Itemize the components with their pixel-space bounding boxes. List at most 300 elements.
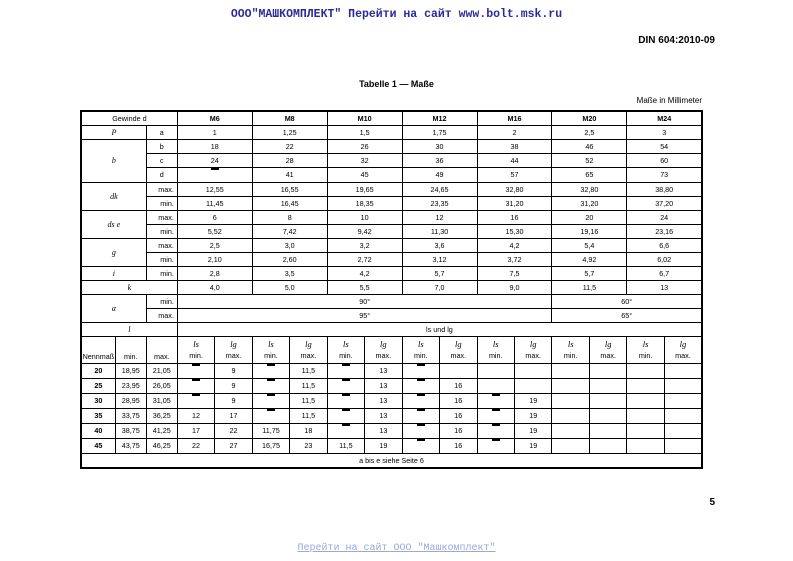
- value-cell: 52: [552, 154, 627, 168]
- length-min: 38,75: [115, 424, 146, 439]
- ls-lg-cell: [589, 409, 626, 424]
- value-cell: 12,55: [177, 183, 252, 197]
- ls-lg-cell: 16: [440, 394, 477, 409]
- value-cell: 44: [477, 154, 552, 168]
- ls-lg-cell: 16: [440, 439, 477, 454]
- lg-symbol: lg: [679, 339, 687, 349]
- ls-lg-cell: [252, 379, 289, 394]
- value-cell: 38: [477, 140, 552, 154]
- value-cell: 1,75: [402, 126, 477, 140]
- table-row: [81, 111, 702, 126]
- unit-note: Maße in Millimeter: [636, 96, 702, 105]
- gewinde-header: Gewinde d: [81, 111, 177, 126]
- value-cell: 24: [177, 154, 252, 168]
- dash-mark: [342, 364, 350, 378]
- value-cell: 38,80: [627, 183, 702, 197]
- value-cell: 4,0: [177, 281, 252, 295]
- value-cell: 1,25: [252, 126, 327, 140]
- table-row: [81, 295, 702, 309]
- ls-lg-cell: [477, 439, 514, 454]
- ls-lg-cell: 11,5: [327, 439, 364, 454]
- value-cell: 5,0: [252, 281, 327, 295]
- value-cell: 26: [327, 140, 402, 154]
- limit-label: max.: [225, 351, 242, 360]
- limit-label: min.: [638, 351, 653, 360]
- limit-label: max.: [375, 351, 392, 360]
- length-min: 43,75: [115, 439, 146, 454]
- nominal-length: 25: [81, 379, 115, 394]
- lg-symbol: lg: [230, 339, 237, 349]
- ls-lg-cell: [252, 409, 289, 424]
- header-site-link[interactable]: ООО"МАШКОМПЛЕКТ" Перейти на сайт www.bolt.msk.ru: [230, 8, 563, 21]
- lg-max-header: [664, 337, 702, 364]
- value-cell: 7,42: [252, 225, 327, 239]
- ls-lg-cell: 9: [215, 364, 252, 379]
- value-cell: 49: [402, 168, 477, 183]
- size-header: M20: [552, 111, 627, 126]
- value-cell: 2,10: [177, 253, 252, 267]
- length-min: 28,95: [115, 394, 146, 409]
- dash-mark: [192, 394, 200, 408]
- length-max: 21,05: [146, 364, 177, 379]
- ls-lg-cell: [327, 379, 364, 394]
- ls-lg-cell: 17: [215, 409, 252, 424]
- size-header: M6: [177, 111, 252, 126]
- sub-label: c: [146, 154, 177, 168]
- value-cell: 3,5: [252, 267, 327, 281]
- dimensions-table: [80, 110, 703, 469]
- ls-min-header: [402, 337, 439, 364]
- ls-lg-cell: 23: [290, 439, 327, 454]
- ls-lg-cell: 16,75: [252, 439, 289, 454]
- ls-lg-cell: [664, 439, 702, 454]
- value-cell: 2,60: [252, 253, 327, 267]
- value-cell: 46: [552, 140, 627, 154]
- ls-lg-cell: [664, 364, 702, 379]
- ls-lg-cell: [589, 439, 626, 454]
- dash-mark: [417, 424, 425, 438]
- table-row: [81, 309, 702, 323]
- sub-label: b: [146, 140, 177, 154]
- sub-label: min.: [146, 197, 177, 211]
- table-row: [81, 337, 702, 364]
- table-row: [81, 394, 702, 409]
- ls-lg-cell: [477, 364, 514, 379]
- dash-mark: [417, 409, 425, 423]
- dash-mark: [192, 379, 200, 393]
- table-row: [81, 424, 702, 439]
- ls-lg-cell: 19: [365, 439, 402, 454]
- length-min: 23,95: [115, 379, 146, 394]
- ls-lg-cell: [664, 409, 702, 424]
- table-row: [81, 126, 702, 140]
- table-row: [81, 225, 702, 239]
- dash-mark: [342, 424, 350, 438]
- ls-lg-cell: 22: [215, 424, 252, 439]
- ls-lg-cell: [627, 364, 664, 379]
- ls-lg-cell: [402, 424, 439, 439]
- sub-label: min.: [146, 295, 177, 309]
- ls-lg-cell: 19: [514, 439, 551, 454]
- table-row: [81, 267, 702, 281]
- value-cell: 11,30: [402, 225, 477, 239]
- value-cell: 23,35: [402, 197, 477, 211]
- value-cell: 2,8: [177, 267, 252, 281]
- value-cell: 24,65: [402, 183, 477, 197]
- value-cell: 1: [177, 126, 252, 140]
- alpha-min-b: 60°: [552, 295, 702, 309]
- value-cell: 5,7: [402, 267, 477, 281]
- sub-label: min.: [146, 225, 177, 239]
- value-cell: 32,80: [552, 183, 627, 197]
- ls-symbol: ls: [193, 339, 199, 349]
- value-cell: 4,2: [327, 267, 402, 281]
- ls-lg-cell: [177, 379, 214, 394]
- lg-max-header: [290, 337, 327, 364]
- ls-lg-cell: [552, 364, 589, 379]
- lg-max-header: [514, 337, 551, 364]
- table-row: [81, 168, 702, 183]
- dash-mark: [342, 394, 350, 408]
- dash-mark: [267, 379, 275, 393]
- ls-symbol: ls: [417, 339, 424, 349]
- dash-mark: [492, 439, 500, 453]
- dash-mark: [417, 379, 425, 393]
- symbol-cell: g: [81, 239, 146, 267]
- ls-lg-cell: 12: [177, 409, 214, 424]
- length-max: 36,25: [146, 409, 177, 424]
- limit-label: min.: [189, 351, 203, 360]
- alpha-symbol: α: [81, 295, 146, 323]
- ls-lg-cell: [402, 394, 439, 409]
- ls-lg-cell: 17: [177, 424, 214, 439]
- ls-lg-cell: [402, 409, 439, 424]
- alpha-max-b: 65°: [552, 309, 702, 323]
- value-cell: 3,12: [402, 253, 477, 267]
- nominal-length: 45: [81, 439, 115, 454]
- value-cell: 2: [477, 126, 552, 140]
- ls-lg-cell: [402, 439, 439, 454]
- sub-label: d: [146, 168, 177, 183]
- sub-label: min.: [146, 267, 177, 281]
- standard-number: DIN 604:2010-09: [638, 35, 715, 46]
- ls-lg-cell: 9: [215, 394, 252, 409]
- value-cell: 54: [627, 140, 702, 154]
- length-max: 41,25: [146, 424, 177, 439]
- value-cell: 5,7: [552, 267, 627, 281]
- value-cell: 3,2: [327, 239, 402, 253]
- value-cell: 45: [327, 168, 402, 183]
- ls-lg-cell: 27: [215, 439, 252, 454]
- ls-lg-cell: [477, 379, 514, 394]
- dash-mark: [417, 364, 425, 378]
- ls-lg-cell: [177, 394, 214, 409]
- dash-mark: [192, 364, 200, 378]
- value-cell: 6,6: [627, 239, 702, 253]
- limit-label: min.: [563, 351, 578, 360]
- dash-mark: [267, 364, 275, 378]
- ls-lg-cell: 16: [440, 424, 477, 439]
- table-row: [81, 454, 702, 469]
- nominal-length: 20: [81, 364, 115, 379]
- min-label: min.: [115, 337, 146, 364]
- ls-lg-cell: 11,5: [290, 394, 327, 409]
- table-row: [81, 439, 702, 454]
- lg-symbol: lg: [380, 339, 387, 349]
- value-cell: 7,5: [477, 267, 552, 281]
- ls-lg-cell: [252, 394, 289, 409]
- value-cell: 19,16: [552, 225, 627, 239]
- nominal-length: 35: [81, 409, 115, 424]
- value-cell: 4,92: [552, 253, 627, 267]
- length-symbol: l: [81, 323, 177, 337]
- symbol-cell: b: [81, 140, 146, 183]
- ls-lg-cell: [627, 394, 664, 409]
- alpha-max-a: 95°: [177, 309, 552, 323]
- ls-lg-cell: [402, 379, 439, 394]
- value-cell: 4,2: [477, 239, 552, 253]
- ls-symbol: ls: [567, 339, 574, 349]
- value-cell: 19,65: [327, 183, 402, 197]
- dash-mark: [417, 439, 425, 453]
- table-row: [81, 239, 702, 253]
- value-cell: 5,4: [552, 239, 627, 253]
- length-min: 33,75: [115, 409, 146, 424]
- value-cell: 16,45: [252, 197, 327, 211]
- ls-lg-cell: [477, 394, 514, 409]
- symbol-cell: k: [81, 281, 177, 295]
- table-row: [81, 140, 702, 154]
- ls-lg-cell: [627, 409, 664, 424]
- ls-lg-cell: [177, 364, 214, 379]
- limit-label: max.: [450, 351, 467, 360]
- ls-lg-cell: 13: [365, 364, 402, 379]
- ls-lg-cell: [252, 364, 289, 379]
- ls-lg-cell: [627, 424, 664, 439]
- ls-lg-cell: [589, 379, 626, 394]
- limit-label: min.: [339, 351, 353, 360]
- page-number: 5: [709, 497, 715, 508]
- table-row: [81, 281, 702, 295]
- ls-lg-cell: [589, 424, 626, 439]
- ls-lg-cell: [477, 409, 514, 424]
- table-row: [81, 379, 702, 394]
- max-label: max.: [146, 337, 177, 364]
- value-cell: 3,72: [477, 253, 552, 267]
- ls-lg-cell: 19: [514, 394, 551, 409]
- lg-max-header: [365, 337, 402, 364]
- table-row: [81, 323, 702, 337]
- sub-label: max.: [146, 183, 177, 197]
- ls-lg-cell: [627, 379, 664, 394]
- sub-label: max.: [146, 239, 177, 253]
- value-cell: 6: [177, 211, 252, 225]
- size-header: M12: [402, 111, 477, 126]
- ls-lg-cell: [327, 394, 364, 409]
- ls-lg-cell: [402, 364, 439, 379]
- value-cell: 30: [402, 140, 477, 154]
- dash-mark: [492, 409, 500, 423]
- length-max: 31,05: [146, 394, 177, 409]
- limit-label: max.: [525, 351, 541, 360]
- ls-lg-cell: [477, 424, 514, 439]
- value-cell: 2,5: [552, 126, 627, 140]
- value-cell: 18,35: [327, 197, 402, 211]
- ls-min-header: [252, 337, 289, 364]
- value-cell: 36: [402, 154, 477, 168]
- value-cell: 2,5: [177, 239, 252, 253]
- ls-lg-cell: [440, 364, 477, 379]
- limit-label: min.: [414, 351, 428, 360]
- limit-label: min.: [488, 351, 503, 360]
- alpha-min-a: 90°: [177, 295, 552, 309]
- lg-max-header: [215, 337, 252, 364]
- ls-min-header: [477, 337, 514, 364]
- length-max: 26,05: [146, 379, 177, 394]
- size-header: M24: [627, 111, 702, 126]
- dash-mark: [267, 409, 275, 423]
- value-cell: 10: [327, 211, 402, 225]
- ls-lg-cell: 9: [215, 379, 252, 394]
- ls-lg-label: ls und lg: [177, 323, 702, 337]
- value-cell: 2,72: [327, 253, 402, 267]
- value-cell: 15,30: [477, 225, 552, 239]
- lg-symbol: lg: [529, 339, 537, 349]
- value-cell: 16,55: [252, 183, 327, 197]
- lg-symbol: lg: [454, 339, 462, 349]
- ls-lg-cell: 16: [440, 409, 477, 424]
- value-cell: 5,52: [177, 225, 252, 239]
- table-caption: Tabelle 1 — Maße: [359, 79, 434, 89]
- symbol-cell: i: [81, 267, 146, 281]
- ls-min-header: [327, 337, 364, 364]
- value-cell: 11,45: [177, 197, 252, 211]
- ls-lg-cell: 13: [365, 409, 402, 424]
- ls-lg-cell: [552, 379, 589, 394]
- ls-lg-cell: [552, 409, 589, 424]
- ls-symbol: ls: [642, 339, 649, 349]
- value-cell: 28: [252, 154, 327, 168]
- value-cell: 22: [252, 140, 327, 154]
- dash-mark: [492, 394, 500, 408]
- ls-lg-cell: [327, 364, 364, 379]
- value-cell: 20: [552, 211, 627, 225]
- lg-max-header: [440, 337, 477, 364]
- value-cell: 3,0: [252, 239, 327, 253]
- value-cell: 5,5: [327, 281, 402, 295]
- ls-lg-cell: 13: [365, 394, 402, 409]
- nennmass-label: Nennmaß: [81, 337, 115, 364]
- ls-lg-cell: 13: [365, 424, 402, 439]
- ls-lg-cell: [589, 364, 626, 379]
- table-footnote: a bis e siehe Seite 6: [81, 454, 702, 469]
- value-cell: 41: [252, 168, 327, 183]
- value-cell: 57: [477, 168, 552, 183]
- sub-label: max.: [146, 309, 177, 323]
- ls-symbol: ls: [492, 339, 499, 349]
- value-cell: 6,02: [627, 253, 702, 267]
- value-cell: 7,0: [402, 281, 477, 295]
- ls-lg-cell: [627, 439, 664, 454]
- nominal-length: 30: [81, 394, 115, 409]
- ls-lg-cell: 22: [177, 439, 214, 454]
- limit-label: max.: [600, 351, 616, 360]
- sub-label: min.: [146, 253, 177, 267]
- footer-site-link[interactable]: Перейти на сайт ООО "Машкомплект": [297, 543, 496, 554]
- value-cell: 32,80: [477, 183, 552, 197]
- ls-min-header: [552, 337, 589, 364]
- ls-lg-cell: [664, 379, 702, 394]
- value-cell: 16: [477, 211, 552, 225]
- dash-mark: [342, 379, 350, 393]
- value-cell: 9,0: [477, 281, 552, 295]
- value-cell: 23,16: [627, 225, 702, 239]
- table-row: [81, 183, 702, 197]
- lg-max-header: [589, 337, 626, 364]
- sub-label: a: [146, 126, 177, 140]
- table-row: [81, 409, 702, 424]
- value-cell: 3,6: [402, 239, 477, 253]
- limit-label: min.: [264, 351, 278, 360]
- dash-mark: [417, 394, 425, 408]
- ls-lg-cell: 11,75: [252, 424, 289, 439]
- ls-lg-cell: 16: [440, 379, 477, 394]
- table-row: [81, 364, 702, 379]
- nominal-length: 40: [81, 424, 115, 439]
- ls-lg-cell: [552, 439, 589, 454]
- lg-symbol: lg: [305, 339, 312, 349]
- dash-mark: [211, 168, 219, 182]
- ls-lg-cell: [589, 394, 626, 409]
- value-cell: 12: [402, 211, 477, 225]
- lg-symbol: lg: [604, 339, 612, 349]
- dash-mark: [492, 424, 500, 438]
- value-cell: 6,7: [627, 267, 702, 281]
- value-cell: 60: [627, 154, 702, 168]
- symbol-cell: ds e: [81, 211, 146, 239]
- ls-lg-cell: [327, 409, 364, 424]
- ls-lg-cell: 19: [514, 424, 551, 439]
- ls-lg-cell: 11,5: [290, 409, 327, 424]
- table-row: [81, 253, 702, 267]
- value-cell: 3: [627, 126, 702, 140]
- value-cell: 18: [177, 140, 252, 154]
- ls-min-header: [627, 337, 664, 364]
- table-row: [81, 197, 702, 211]
- size-header: M10: [327, 111, 402, 126]
- dash-mark: [267, 394, 275, 408]
- value-cell: 73: [627, 168, 702, 183]
- length-min: 18,95: [115, 364, 146, 379]
- symbol-cell: dk: [81, 183, 146, 211]
- sub-label: max.: [146, 211, 177, 225]
- ls-lg-cell: 18: [290, 424, 327, 439]
- size-header: M8: [252, 111, 327, 126]
- dash-mark: [342, 409, 350, 423]
- value-cell: 9,42: [327, 225, 402, 239]
- value-cell: 24: [627, 211, 702, 225]
- size-header: M16: [477, 111, 552, 126]
- ls-lg-cell: [514, 379, 551, 394]
- ls-lg-cell: [552, 424, 589, 439]
- ls-lg-cell: 11,5: [290, 379, 327, 394]
- value-cell: 11,5: [552, 281, 627, 295]
- ls-lg-cell: 19: [514, 409, 551, 424]
- limit-label: max.: [300, 351, 317, 360]
- ls-lg-cell: [327, 424, 364, 439]
- symbol-cell: P: [81, 126, 146, 140]
- ls-symbol: ls: [343, 339, 349, 349]
